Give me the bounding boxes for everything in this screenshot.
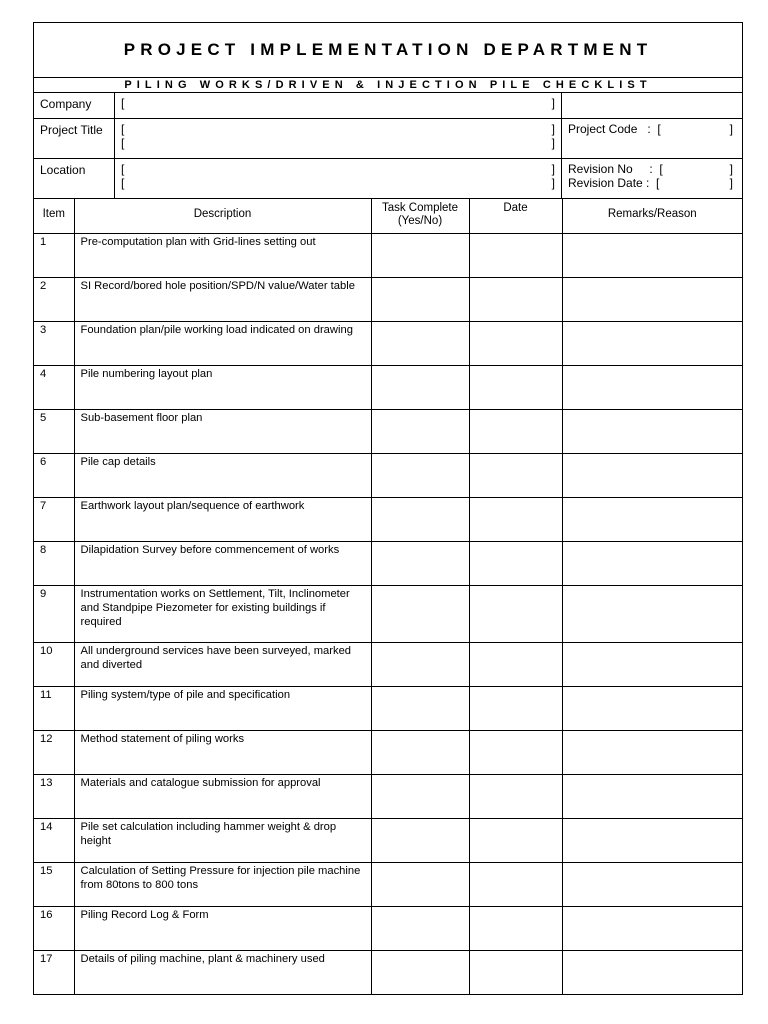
task-complete-cell[interactable]	[371, 541, 469, 585]
item-number: 17	[34, 950, 74, 994]
table-row	[34, 686, 742, 730]
item-number: 12	[34, 730, 74, 774]
remarks-cell[interactable]	[562, 233, 742, 277]
item-description: SI Record/bored hole position/SPD/N value/Water table	[74, 277, 371, 321]
item-number: 7	[34, 497, 74, 541]
project-code-label: Project Code :	[568, 122, 658, 136]
remarks-cell[interactable]	[562, 585, 742, 642]
item-description: Materials and catalogue submission for approval	[74, 774, 371, 818]
item-number: 5	[34, 409, 74, 453]
date-cell[interactable]	[469, 497, 562, 541]
close-bracket: ]	[551, 96, 555, 110]
remarks-cell[interactable]	[562, 453, 742, 497]
checklist-form	[33, 22, 743, 995]
item-number: 6	[34, 453, 74, 497]
task-complete-cell[interactable]	[371, 818, 469, 862]
remarks-cell[interactable]	[562, 686, 742, 730]
location-label: Location	[34, 159, 115, 198]
date-cell[interactable]	[469, 409, 562, 453]
close-bracket: ]	[729, 122, 733, 136]
item-description: Foundation plan/pile working load indicated on drawing	[74, 321, 371, 365]
task-complete-cell[interactable]	[371, 233, 469, 277]
remarks-cell[interactable]	[562, 730, 742, 774]
remarks-cell[interactable]	[562, 950, 742, 994]
remarks-cell[interactable]	[562, 818, 742, 862]
remarks-header: Remarks/Reason	[562, 199, 742, 233]
item-number: 15	[34, 862, 74, 906]
revision-no-field[interactable]	[568, 162, 733, 176]
date-cell[interactable]	[469, 365, 562, 409]
date-header: Date	[469, 199, 562, 233]
task-complete-cell[interactable]	[371, 497, 469, 541]
table-row	[34, 233, 742, 277]
table-row	[34, 321, 742, 365]
department-title: PROJECT IMPLEMENTATION DEPARTMENT	[34, 23, 742, 78]
table-row	[34, 818, 742, 862]
task-complete-cell[interactable]	[371, 409, 469, 453]
item-description: Sub-basement floor plan	[74, 409, 371, 453]
table-row	[34, 642, 742, 686]
item-number: 10	[34, 642, 74, 686]
item-description: Details of piling machine, plant & machinery used	[74, 950, 371, 994]
project-title-row	[34, 119, 742, 159]
date-cell[interactable]	[469, 950, 562, 994]
task-complete-cell[interactable]	[371, 774, 469, 818]
table-row	[34, 409, 742, 453]
remarks-cell[interactable]	[562, 409, 742, 453]
date-cell[interactable]	[469, 686, 562, 730]
table-row	[34, 862, 742, 906]
open-bracket: [	[657, 122, 661, 136]
remarks-cell[interactable]	[562, 497, 742, 541]
task-complete-header-line1: Task Complete	[381, 202, 459, 214]
remarks-cell[interactable]	[562, 862, 742, 906]
location-field[interactable]	[115, 159, 562, 198]
item-description: Piling Record Log & Form	[74, 906, 371, 950]
description-header: Description	[74, 199, 371, 233]
date-cell[interactable]	[469, 730, 562, 774]
remarks-cell[interactable]	[562, 277, 742, 321]
open-bracket: [	[121, 136, 125, 150]
item-description: All underground services have been surveyed, marked and diverted	[74, 642, 371, 686]
checklist-subtitle: PILING WORKS/DRIVEN & INJECTION PILE CHECKLIST	[34, 78, 742, 93]
close-bracket: ]	[729, 176, 733, 190]
item-number: 8	[34, 541, 74, 585]
revision-no-label: Revision No :	[568, 162, 660, 176]
close-bracket: ]	[551, 136, 555, 150]
date-cell[interactable]	[469, 585, 562, 642]
open-bracket: [	[121, 162, 125, 176]
item-description: Pile numbering layout plan	[74, 365, 371, 409]
location-row	[34, 159, 742, 199]
table-row	[34, 541, 742, 585]
task-complete-cell[interactable]	[371, 906, 469, 950]
table-row	[34, 453, 742, 497]
item-header: Item	[34, 199, 74, 233]
checklist-table	[34, 199, 742, 994]
project-code-field[interactable]	[568, 122, 733, 136]
task-complete-cell[interactable]	[371, 730, 469, 774]
item-number: 4	[34, 365, 74, 409]
item-number: 2	[34, 277, 74, 321]
task-complete-cell[interactable]	[371, 365, 469, 409]
item-number: 9	[34, 585, 74, 642]
table-row	[34, 906, 742, 950]
close-bracket: ]	[551, 176, 555, 190]
task-complete-cell[interactable]	[371, 277, 469, 321]
open-bracket: [	[121, 122, 125, 136]
table-row	[34, 277, 742, 321]
item-number: 11	[34, 686, 74, 730]
remarks-cell[interactable]	[562, 774, 742, 818]
remarks-cell[interactable]	[562, 642, 742, 686]
task-complete-cell[interactable]	[371, 642, 469, 686]
item-number: 16	[34, 906, 74, 950]
date-cell[interactable]	[469, 774, 562, 818]
task-complete-cell[interactable]	[371, 862, 469, 906]
item-description: Pre-computation plan with Grid-lines setting out	[74, 233, 371, 277]
table-row	[34, 950, 742, 994]
item-description: Method statement of piling works	[74, 730, 371, 774]
date-cell[interactable]	[469, 321, 562, 365]
task-complete-cell[interactable]	[371, 950, 469, 994]
company-row	[34, 93, 742, 119]
remarks-cell[interactable]	[562, 906, 742, 950]
open-bracket: [	[121, 96, 125, 110]
close-bracket: ]	[551, 122, 555, 136]
item-description: Pile cap details	[74, 453, 371, 497]
date-cell[interactable]	[469, 233, 562, 277]
project-code-block	[562, 119, 742, 158]
open-bracket: [	[659, 162, 663, 176]
table-row	[34, 774, 742, 818]
item-description: Piling system/type of pile and specification	[74, 686, 371, 730]
date-cell[interactable]	[469, 541, 562, 585]
table-row	[34, 585, 742, 642]
item-number: 14	[34, 818, 74, 862]
item-description: Instrumentation works on Settlement, Tilt, Inclinometer and Standpipe Piezometer for existing buildings if required	[74, 585, 371, 642]
task-complete-header	[371, 199, 469, 233]
task-complete-cell[interactable]	[371, 453, 469, 497]
company-label: Company	[34, 93, 115, 118]
item-description: Pile set calculation including hammer weight & drop height	[74, 818, 371, 862]
revision-block	[562, 159, 742, 198]
item-number: 13	[34, 774, 74, 818]
remarks-cell[interactable]	[562, 365, 742, 409]
open-bracket: [	[121, 176, 125, 190]
remarks-cell[interactable]	[562, 541, 742, 585]
revision-date-label: Revision Date :	[568, 176, 657, 190]
task-complete-cell[interactable]	[371, 585, 469, 642]
date-cell[interactable]	[469, 906, 562, 950]
close-bracket: ]	[551, 162, 555, 176]
table-row	[34, 497, 742, 541]
date-cell[interactable]	[469, 277, 562, 321]
item-number: 3	[34, 321, 74, 365]
table-header-row	[34, 199, 742, 233]
task-complete-header-line2: (Yes/No)	[397, 215, 443, 227]
item-description: Earthwork layout plan/sequence of earthwork	[74, 497, 371, 541]
open-bracket: [	[656, 176, 660, 190]
company-side-field	[562, 93, 742, 118]
item-number: 1	[34, 233, 74, 277]
date-cell[interactable]	[469, 862, 562, 906]
date-cell[interactable]	[469, 642, 562, 686]
close-bracket: ]	[729, 162, 733, 176]
project-title-field[interactable]	[115, 119, 562, 158]
company-field[interactable]	[115, 93, 562, 118]
table-row	[34, 730, 742, 774]
table-row	[34, 365, 742, 409]
date-cell[interactable]	[469, 818, 562, 862]
date-cell[interactable]	[469, 453, 562, 497]
revision-date-field[interactable]	[568, 176, 733, 190]
item-description: Dilapidation Survey before commencement of works	[74, 541, 371, 585]
remarks-cell[interactable]	[562, 321, 742, 365]
task-complete-cell[interactable]	[371, 321, 469, 365]
item-description: Calculation of Setting Pressure for injection pile machine from 80tons to 800 tons	[74, 862, 371, 906]
task-complete-cell[interactable]	[371, 686, 469, 730]
project-title-label: Project Title	[34, 119, 115, 158]
